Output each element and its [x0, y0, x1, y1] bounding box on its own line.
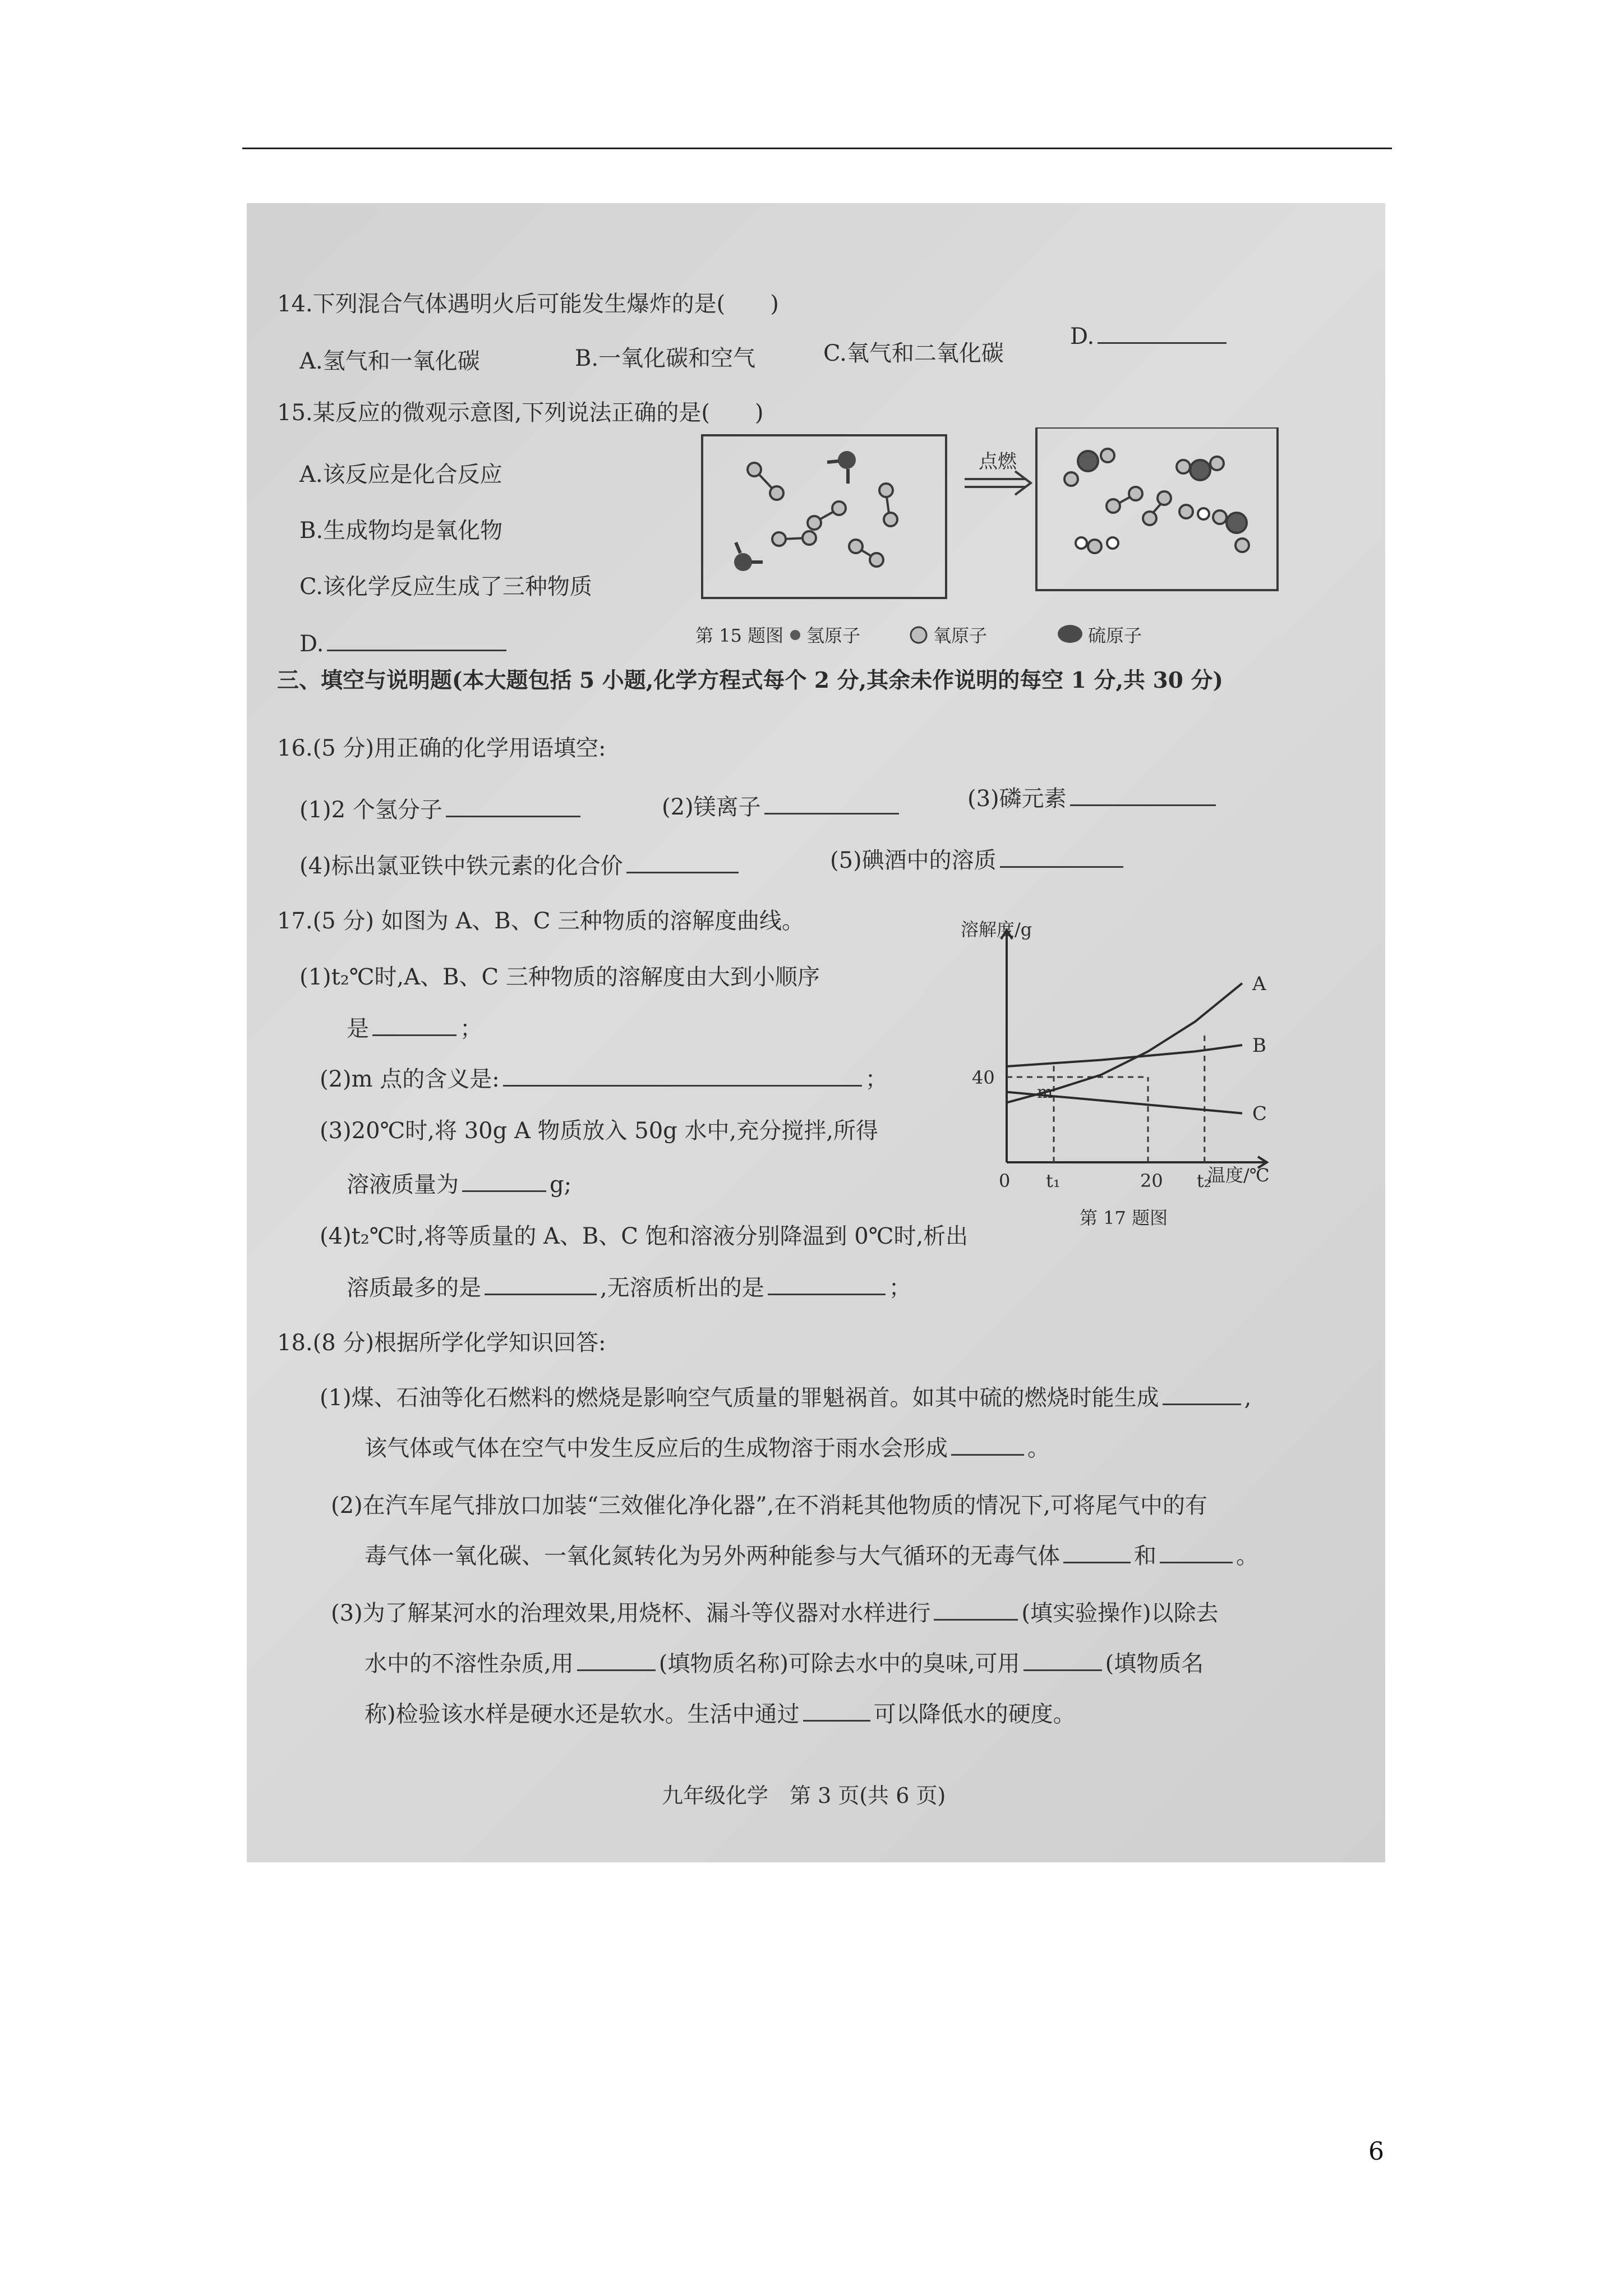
q14-stem: 14.下列混合气体遇明火后可能发生爆炸的是( ) [277, 291, 779, 317]
section-3-heading: 三、填空与说明题(本大题包括 5 小题,化学方程式每个 2 分,其余未作说明的每空 1 分,共 30 分) [277, 668, 1223, 693]
q16-item-5: (5)碘酒中的溶质 [830, 843, 1127, 875]
x-tick-label: t₁ [1046, 1170, 1061, 1191]
q18-stem: 18.(8 分)根据所学化学知识回答: [277, 1330, 606, 1356]
x-tick-label: 20 [1140, 1170, 1163, 1191]
q15-option-b: B.生成物均是氧化物 [299, 518, 503, 544]
q18-p1-line1: (1)煤、石油等化石燃料的燃烧是影响空气质量的罪魁祸首。如其中硫的燃烧时能生成 , [320, 1380, 1251, 1412]
q16-stem: 16.(5 分)用正确的化学用语填空: [277, 735, 606, 761]
q17-q4-line1: (4)t₂℃时,将等质量的 A、B、C 饱和溶液分别降温到 0℃时,析出 [320, 1223, 969, 1249]
q15-caption: 第 15 题图 [695, 625, 784, 646]
product-molecules [1064, 449, 1249, 553]
q17-q4-line2: 溶质最多的是 ,无溶质析出的是 ； [347, 1270, 911, 1302]
q14-option-a: A.氢气和一氧化碳 [299, 348, 480, 374]
q17-caption: 第 17 题图 [1080, 1207, 1168, 1228]
scanned-exam-page [247, 203, 1385, 1862]
curve-C [1007, 1092, 1242, 1114]
x-axis-label: 温度/℃ [1207, 1165, 1270, 1186]
q14-option-b: B.一氧化碳和空气 [575, 346, 756, 371]
point-label-m: m [1037, 1082, 1053, 1102]
legend-sulfur: 硫原子 [1088, 625, 1142, 646]
x-tick-label: 0 [999, 1170, 1011, 1191]
x-tick-label: t₂ [1196, 1170, 1211, 1191]
q16-item-3: (3)磷元素 [967, 781, 1219, 813]
q16-item-4: (4)标出氯亚铁中铁元素的化合价 [299, 848, 742, 880]
curve-label-A: A [1252, 972, 1266, 995]
q14-option-d: D. [1070, 322, 1230, 349]
legend-oxygen: 氧原子 [933, 625, 988, 646]
curve-label-C: C [1252, 1102, 1267, 1125]
hydrogen-atom-icon [790, 630, 800, 640]
q17-q1-line1: (1)t₂℃时,A、B、C 三种物质的溶解度由大到小顺序 [299, 964, 820, 990]
q18-p2-line2: 毒气体一氧化碳、一氧化氮转化为另外两种能参与大气循环的无毒气体 和 。 [365, 1538, 1258, 1570]
legend-hydrogen: 氢原子 [806, 625, 861, 646]
q14-option-c: C.氧气和二氧化碳 [823, 341, 1004, 366]
top-rule [242, 148, 1392, 149]
q17-q3-line2: 溶液质量为 g; [347, 1167, 571, 1199]
y-tick-label: 40 [972, 1067, 995, 1088]
oxygen-molecules-left [748, 463, 897, 567]
reaction-arrow [965, 471, 1031, 495]
q18-p3-line3: 称)检验该水样是硬水还是软水。生活中通过 可以降低水的硬度。 [365, 1696, 1076, 1728]
q15-option-d: D. [299, 629, 510, 657]
chart-series [1007, 973, 1267, 1125]
q17-stem: 17.(5 分) 如图为 A、B、C 三种物质的溶解度曲线。 [277, 908, 805, 934]
q17-q1-line2: 是 ； [347, 1011, 482, 1043]
y-axis-label: 溶解度/g [961, 919, 1032, 940]
sulfur-atom-icon [1058, 625, 1082, 643]
q17-q2: (2)m 点的含义是: ； [320, 1061, 888, 1093]
q17-solubility-chart [956, 915, 1338, 1230]
q18-p1-line2: 该气体或气体在空气中发生反应后的生成物溶于雨水会形成 。 [365, 1430, 1050, 1462]
chart-axes [1001, 930, 1267, 1168]
q15-option-c: C.该化学反应生成了三种物质 [299, 574, 592, 600]
q18-p3-line1: (3)为了解某河水的治理效果,用烧杯、漏斗等仪器对水样进行 (填实验操作)以除去 [331, 1595, 1219, 1627]
q17-q3-line1: (3)20℃时,将 30g A 物质放入 50g 水中,充分搅拌,所得 [320, 1118, 878, 1144]
oxygen-atom-icon [911, 627, 926, 643]
arrow-label: 点燃 [979, 450, 1017, 473]
q16-item-1: (1)2 个氢分子 [299, 792, 584, 824]
q15-reaction-diagram [695, 427, 1385, 674]
q16-item-2: (2)镁离子 [662, 789, 902, 821]
page-number: 6 [1368, 2137, 1384, 2166]
q18-p3-line2: 水中的不溶性杂质,用 (填物质名称)可除去水中的臭味,可用 (填物质名 [365, 1646, 1204, 1678]
curve-label-B: B [1252, 1034, 1266, 1057]
exam-footer: 九年级化学 第 3 页(共 6 页) [662, 1783, 946, 1808]
q15-stem: 15.某反应的微观示意图,下列说法正确的是( ) [277, 400, 764, 426]
q18-p2-line1: (2)在汽车尾气排放口加装“三效催化净化器”,在不消耗其他物质的情况下,可将尾气中的有 [331, 1493, 1207, 1519]
q15-option-a: A.该反应是化合反应 [299, 462, 502, 487]
